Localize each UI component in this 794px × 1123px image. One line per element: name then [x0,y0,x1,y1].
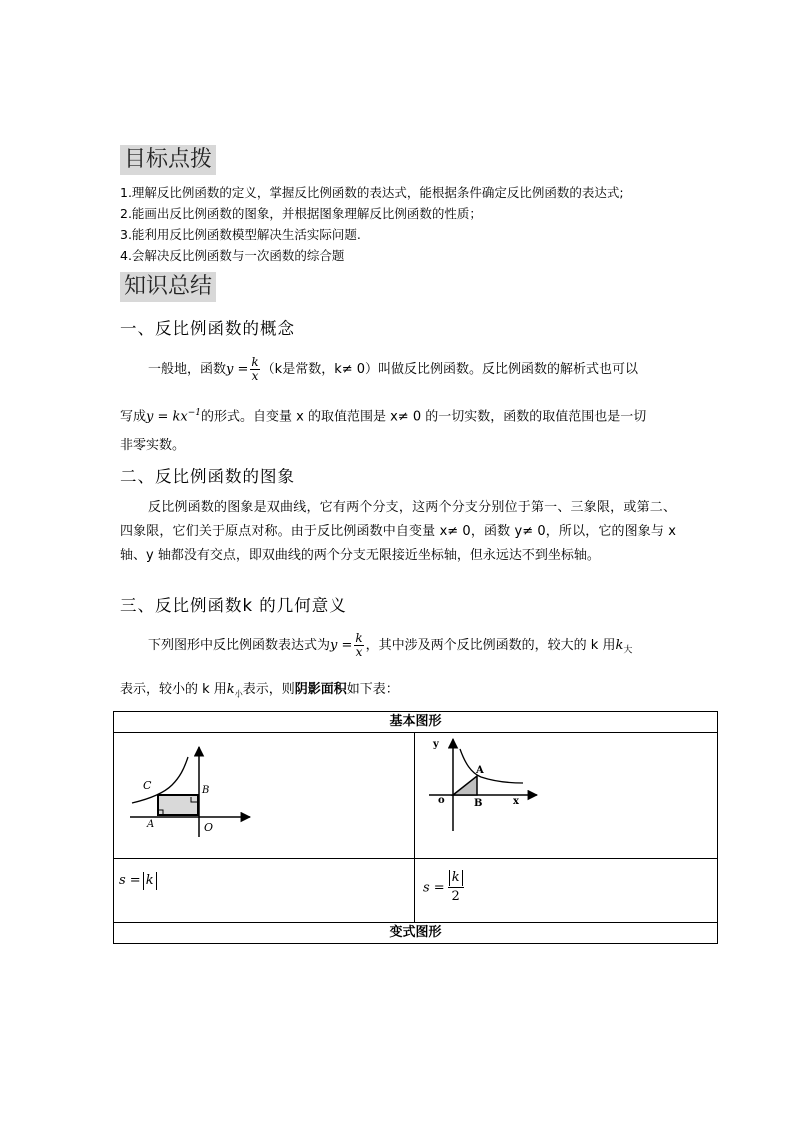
goals-heading: 目标点拨 [120,145,216,175]
section-2-paragraph: 反比例函数的图象是双曲线，它有两个分支，这两个分支分别位于第一、三象限，或第二、四象限，它们关于原点对称。由于反比例函数中自变量 x≠ 0，函数 y≠ 0，所以，它的图象与 x轴、y 轴都没有交点，即双曲线的两个分支无限接近坐标轴，但永远达不到坐标轴。 [120,500,676,563]
section-3-line-2: 表示，较小的 k 用$k_小$表示，则阴影面积如下表： [120,682,399,699]
section-3-title: 三、反比例函数k 的几何意义 [120,596,347,615]
section-3-line-1: 下列图形中反比例函数表达式为y = $\frac{k}{x}$ ，其中涉及两个反比例函数的，较大的 k 用$k_大$ [148,631,633,659]
goal-item-2: 2.能画出反比例函数的图象，并根据图象理解反比例函数的性质； [120,206,482,221]
label-y-axis: y [433,739,439,750]
section-1-line-3: 非零实数。 [120,438,186,453]
table-header-variant: 变式图形 [114,923,718,944]
fraction-k-over-x: $\frac{k}{x}$ [251,355,259,383]
formula-cell-2 [415,859,718,923]
goal-item-1: 1.理解反比例函数的定义，掌握反比例函数的表达式，能根据条件确定反比例函数的表达式; [120,185,624,200]
label-b: B [202,785,210,796]
label-b: B [474,798,483,809]
section-1-line-1: 一般地，函数y = $\frac{k}{x}$ （k是常数，k≠ 0）叫做反比例函数。反比例函数的解析式也可以 [148,355,639,383]
summary-heading: 知识总结 [120,272,216,302]
label-a: A [147,819,155,830]
figure-cell-1 [114,733,415,859]
label-x-axis: x [513,796,519,807]
fraction-k-over-x-2: $\frac{k}{x}$ [355,631,363,659]
label-origin: o [438,795,445,806]
label-c: C [143,779,152,792]
table-header-basic: 基本图形 [114,712,718,733]
figure-cell-2 [415,733,718,859]
figure-triangle-area [415,733,717,859]
section-1-title: 一、反比例函数的概念 [120,319,295,338]
section-2-title: 二、反比例函数的图象 [120,467,295,486]
figure-rectangle-area [114,733,414,859]
formula-s-abs-k-over-2: s = $\frac{k}{2}$ [423,870,464,906]
k-geometry-table [113,711,718,944]
formula-s-abs-k: s = k [119,872,157,890]
formula-cell-1 [114,859,415,923]
section-1-line-2: 写成$y = kx^{-1}$的形式。自变量 x 的取值范围是 x≠ 0 的一切实数，函数的取值范围也是一切 [120,408,647,425]
label-a: A [476,765,484,776]
goal-item-4: 4.会解决反比例函数与一次函数的综合题 [120,248,345,263]
goal-item-3: 3.能利用反比例函数模型解决生活实际问题. [120,227,361,242]
label-o: O [204,821,214,834]
